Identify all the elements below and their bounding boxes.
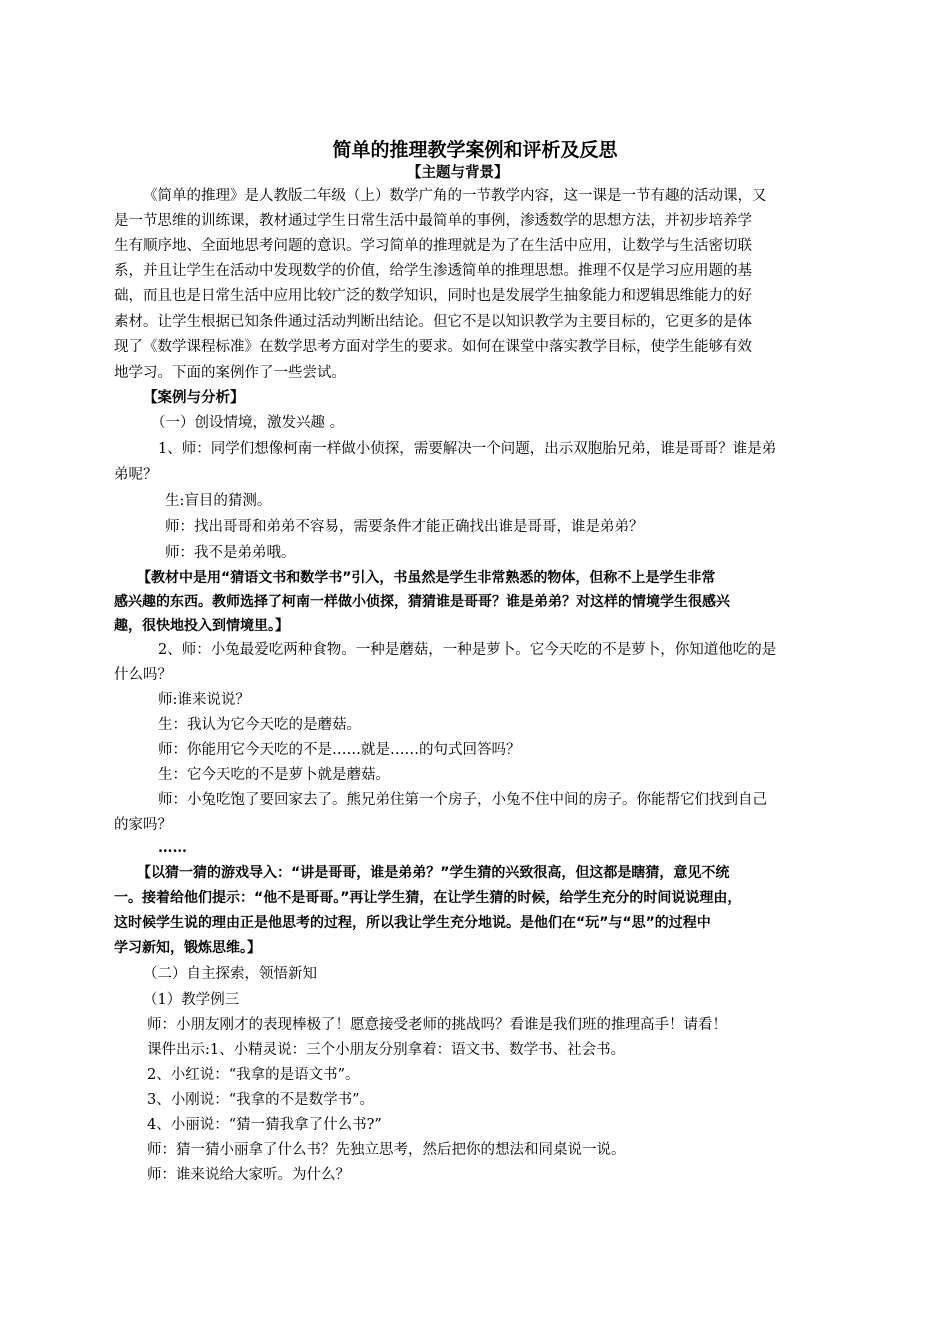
commentary-line: 学习新知，锻炼思维。】 <box>114 940 261 956</box>
paragraph-line: 是一节思维的训练课，教材通过学生日常生活中最简单的事例，渗透数学的思想方法，并初步培养学 <box>114 213 752 229</box>
commentary-line: 这时候学生说的理由正是他思考的过程，所以我让学生充分地说。是他们在“玩”与“思”的过程中 <box>114 915 711 931</box>
dialogue-line: 生：它今天吃的不是萝卜就是蘑菇。 <box>158 767 390 783</box>
dialogue-line: 2、师：小兔最爱吃两种食物。一种是蘑菇，一种是萝卜。它今天吃的不是萝卜，你知道他吃的是 <box>158 642 777 658</box>
subsection-heading: （1）教学例三 <box>143 992 240 1008</box>
commentary-line: 【以猜一猜的游戏导入：“讲是哥哥，谁是弟弟？”学生猜的兴致很高，但这都是瞎猜，意见不统 <box>137 865 730 881</box>
dialogue-line: 生:盲目的猜测。 <box>165 493 272 509</box>
section-heading-cases: 【案例与分析】 <box>143 389 245 406</box>
subsection-heading: （二）自主探索，领悟新知 <box>143 966 317 982</box>
paragraph-line: 《简单的推理》是人教版二年级（上）数学广角的一节教学内容，这一课是一节有趣的活动课，又 <box>143 188 767 204</box>
commentary-line: 感兴趣的东西。教师选择了柯南一样做小侦探，猜猜谁是哥哥？谁是弟弟？对这样的情境学生很感兴 <box>114 594 730 610</box>
dialogue-line: 2、小红说：“我拿的是语文书”。 <box>147 1067 360 1083</box>
paragraph-line: 现了《数学课程标准》在数学思考方面对学生的要求。如何在课堂中落实教学目标，使学生能够有效 <box>114 339 752 355</box>
document-title: 简单的推理教学案例和评析及反思 <box>332 139 618 161</box>
dialogue-line: 师：小兔吃饱了要回家去了。熊兄弟住第一个房子，小兔不住中间的房子。你能帮它们找到自己 <box>158 792 767 808</box>
dialogue-line: 师：谁来说给大家听。为什么？ <box>147 1167 350 1183</box>
paragraph-line: 系，并且让学生在活动中发现数学的价值，给学生渗透简单的推理思想。推理不仅是学习应用题的基 <box>114 263 752 279</box>
paragraph-line: 础，而且也是日常生活中应用比较广泛的数学知识，同时也是发展学生抽象能力和逻辑思维能力的好 <box>114 288 752 304</box>
paragraph-line: 地学习。下面的案例作了一些尝试。 <box>114 365 346 381</box>
section-heading-background: 【主题与背景】 <box>407 164 509 181</box>
commentary-line: 趣，很快地投入到情境里。】 <box>114 618 289 634</box>
paragraph-line: 生有顺序地、全面地思考问题的意识。学习简单的推理就是为了在生活中应用，让数学与生活密切联 <box>114 238 752 254</box>
dialogue-line: 的家吗？ <box>114 817 172 833</box>
ellipsis: …… <box>158 839 187 856</box>
commentary-line: 一。接着给他们提示：“他不是哥哥。”再让学生猜，在让学生猜的时候，给学生充分的时间说说理由， <box>114 890 742 906</box>
dialogue-line: 4、小丽说：“猜一猜我拿了什么书?” <box>147 1117 382 1133</box>
dialogue-line: 师：猜一猜小丽拿了什么书？先独立思考，然后把你的想法和同桌说一说。 <box>147 1142 626 1158</box>
dialogue-line: 1、师：同学们想像柯南一样做小侦探，需要解决一个问题，出示双胞胎兄弟，谁是哥哥？谁是弟 <box>158 441 777 457</box>
dialogue-line: 课件出示:1、小精灵说：三个小朋友分别拿着：语文书、数学书、社会书。 <box>147 1042 626 1058</box>
dialogue-line: 师：小朋友刚才的表现棒极了！愿意接受老师的挑战吗？看谁是我们班的推理高手！请看！ <box>147 1017 727 1033</box>
dialogue-line: 师：找出哥哥和弟弟不容易，需要条件才能正确找出谁是哥哥，谁是弟弟？ <box>165 519 644 535</box>
subsection-heading: （一）创设情境，激发兴趣 。 <box>151 415 345 431</box>
dialogue-line: 生：我认为它今天吃的是蘑菇。 <box>158 717 361 733</box>
dialogue-line: 弟呢？ <box>114 467 158 483</box>
dialogue-line: 什么吗？ <box>114 667 172 683</box>
dialogue-line: 师:谁来说说？ <box>158 692 250 708</box>
dialogue-line: 师：我不是弟弟哦。 <box>165 545 296 561</box>
paragraph-line: 素材。让学生根据已知条件通过活动判断出结论。但它不是以知识教学为主要目标的，它更多的是体 <box>114 314 752 330</box>
dialogue-line: 3、小刚说：“我拿的不是数学书”。 <box>147 1092 375 1108</box>
dialogue-line: 师：你能用它今天吃的不是……就是……的句式回答吗？ <box>158 742 521 758</box>
commentary-line: 【教材中是用“猜语文书和数学书”引入，书虽然是学生非常熟悉的物体，但称不上是学生非常 <box>137 570 716 586</box>
